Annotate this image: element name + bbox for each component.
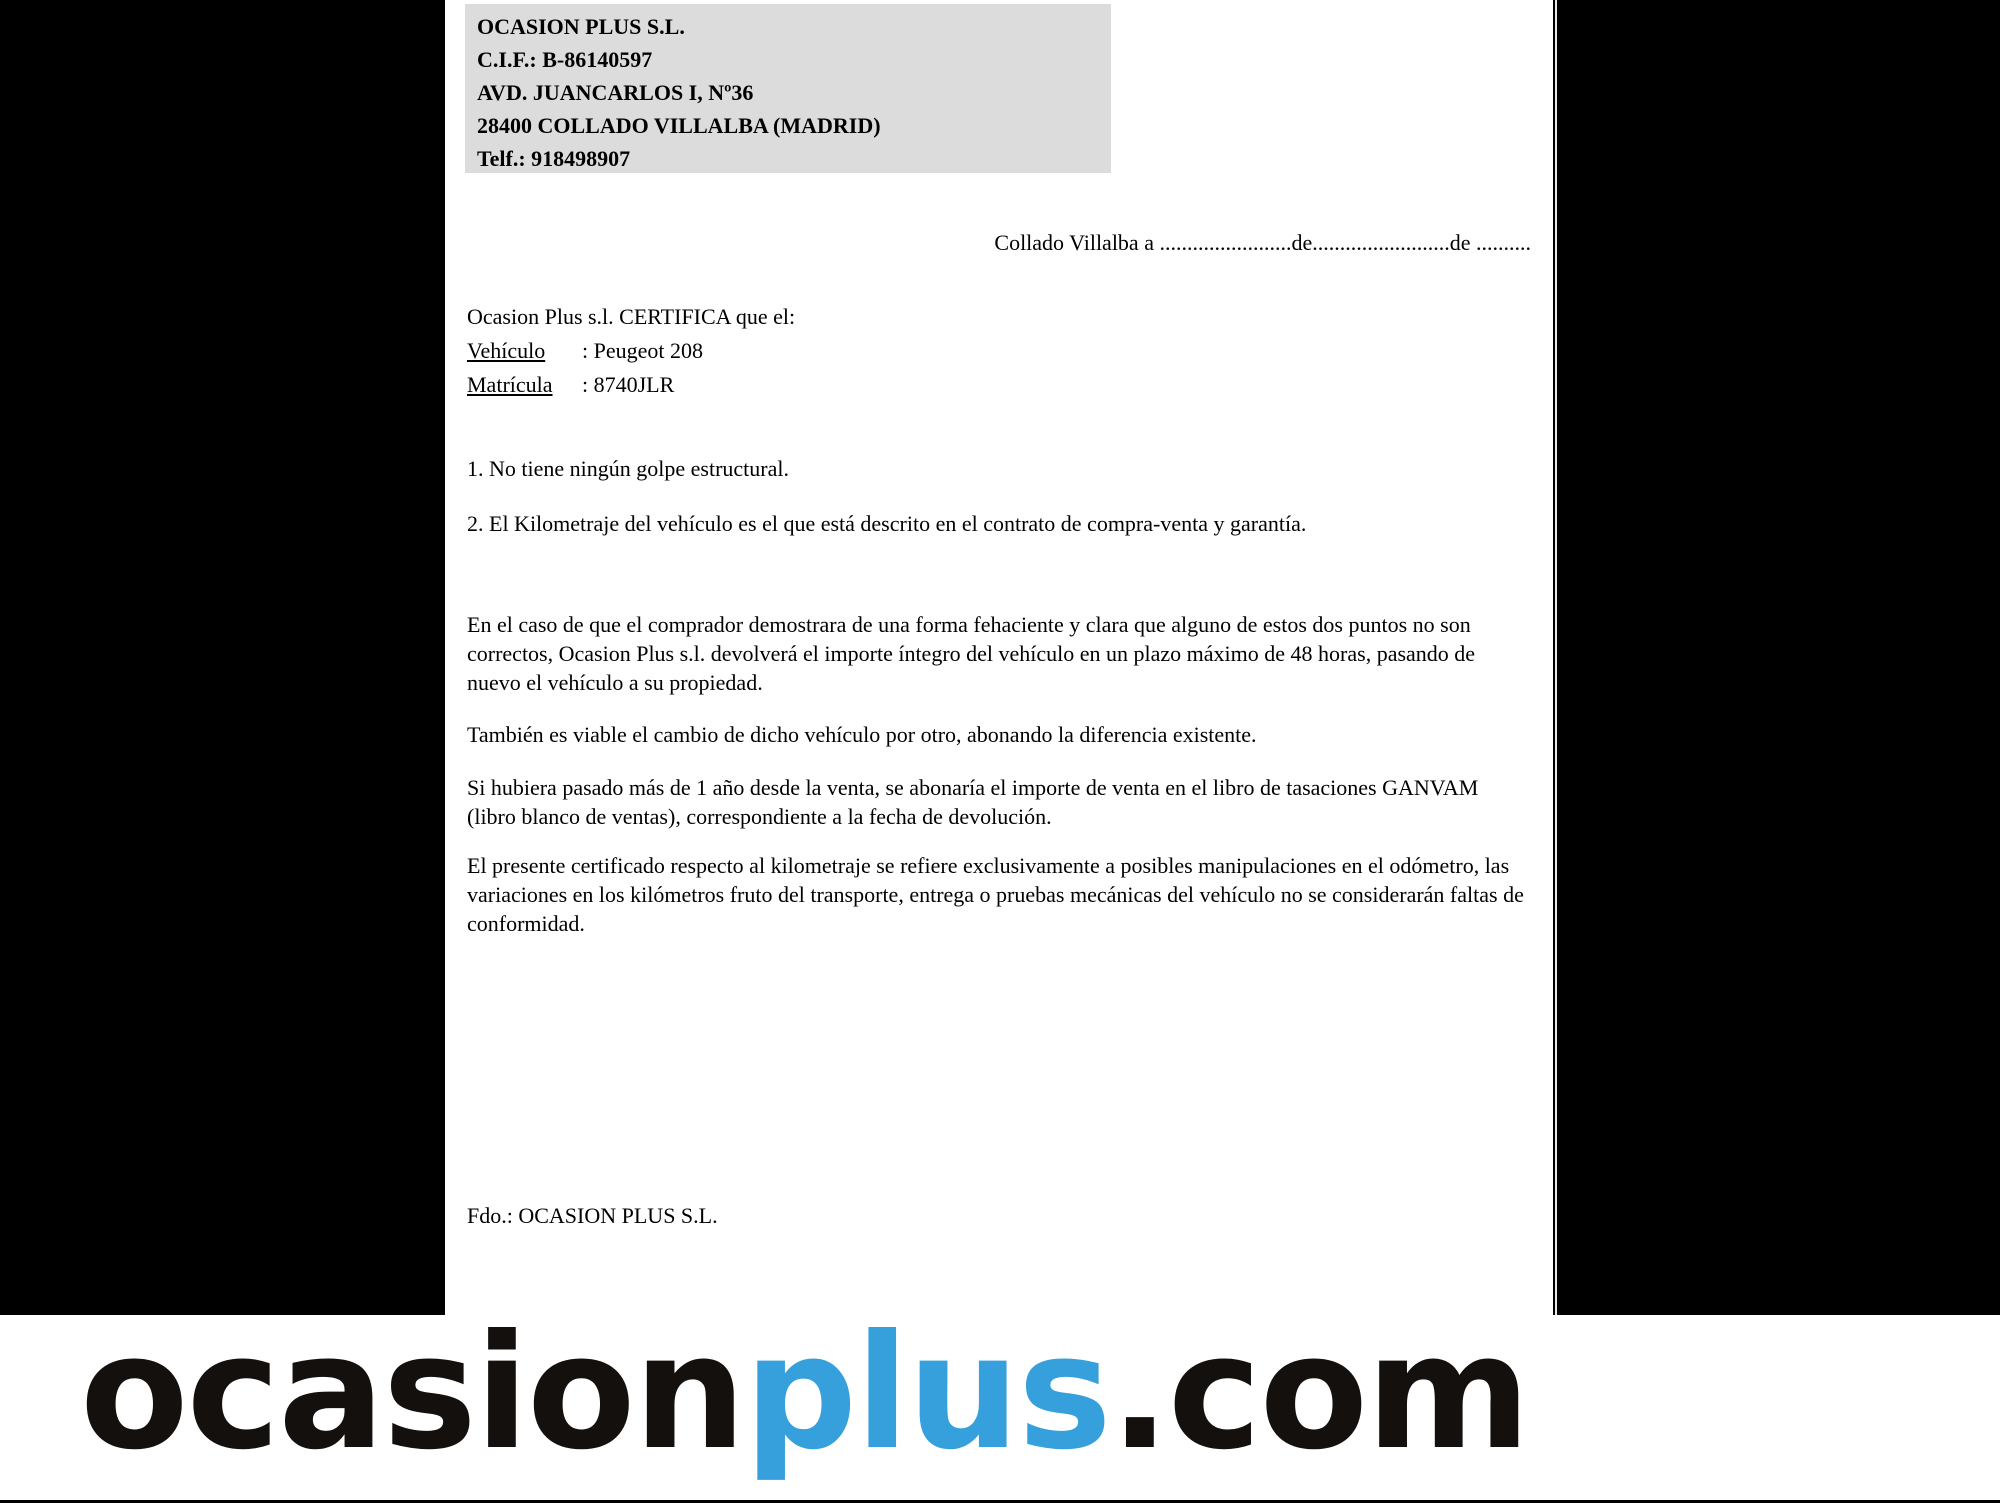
company-city: 28400 COLLADO VILLALBA (MADRID) (477, 113, 881, 138)
logo-part-com: .com (1109, 1301, 1529, 1485)
date-line: Collado Villalba a ........................de.........................de .......... (994, 230, 1531, 255)
ocasionplus-logo (80, 1283, 1529, 1503)
certificate-page (445, 0, 1553, 1315)
paragraph-ganvam: Si hubiera pasado más de 1 año desde la venta, se abonaría el importe de venta en el libro de tasaciones GANVAM (libro blanco de ventas), correspondiente a la fecha de devolución. (467, 775, 1479, 829)
company-header-box (465, 4, 1111, 173)
plate-value: : 8740JLR (582, 372, 675, 397)
logo-part-ocasion: ocasion (80, 1301, 745, 1485)
clause-1: 1. No tiene ningún golpe estructural. (467, 456, 789, 481)
footer-band (0, 1301, 2000, 1500)
vehicle-label-wrap (467, 334, 582, 368)
vehicle-value: : Peugeot 208 (582, 338, 703, 363)
company-address: AVD. JUANCARLOS I, Nº36 (477, 80, 754, 105)
paragraph-exchange: También es viable el cambio de dicho vehículo por otro, abonando la diferencia existente. (467, 722, 1257, 747)
paragraph-odometer: El presente certificado respecto al kilometraje se refiere exclusivamente a posibles manipulaciones en el odómetro, las variaciones en los kilómetros fruto del transporte, entrega o pruebas mecánicas del vehículo no se considerarán faltas de conformidad. (467, 853, 1524, 936)
vehicle-row (467, 334, 795, 368)
plate-label: Matrícula (467, 372, 553, 397)
certification-block (467, 300, 795, 402)
company-phone: Telf.: 918498907 (477, 146, 631, 171)
plate-row (467, 368, 795, 402)
logo-part-plus: plus (744, 1301, 1110, 1485)
plate-label-wrap (467, 368, 582, 402)
clause-2: 2. El Kilometraje del vehículo es el que está descrito en el contrato de compra-venta y garantía. (467, 511, 1307, 536)
page-edge-artifact (1555, 0, 1557, 1315)
vehicle-label: Vehículo (467, 338, 546, 363)
certifies-intro: Ocasion Plus s.l. CERTIFICA que el: (467, 304, 796, 329)
company-cif: C.I.F.: B-86140597 (477, 47, 653, 72)
company-name: OCASION PLUS S.L. (477, 14, 685, 39)
paragraph-refund: En el caso de que el comprador demostrara de una forma fehaciente y clara que alguno de estos dos puntos no son correctos, Ocasion Plus s.l. devolverá el importe íntegro del vehículo en un plazo máximo de 48 horas, pasando de nuevo el vehículo a su propiedad. (467, 612, 1476, 695)
signature-line: Fdo.: OCASION PLUS S.L. (467, 1203, 718, 1228)
